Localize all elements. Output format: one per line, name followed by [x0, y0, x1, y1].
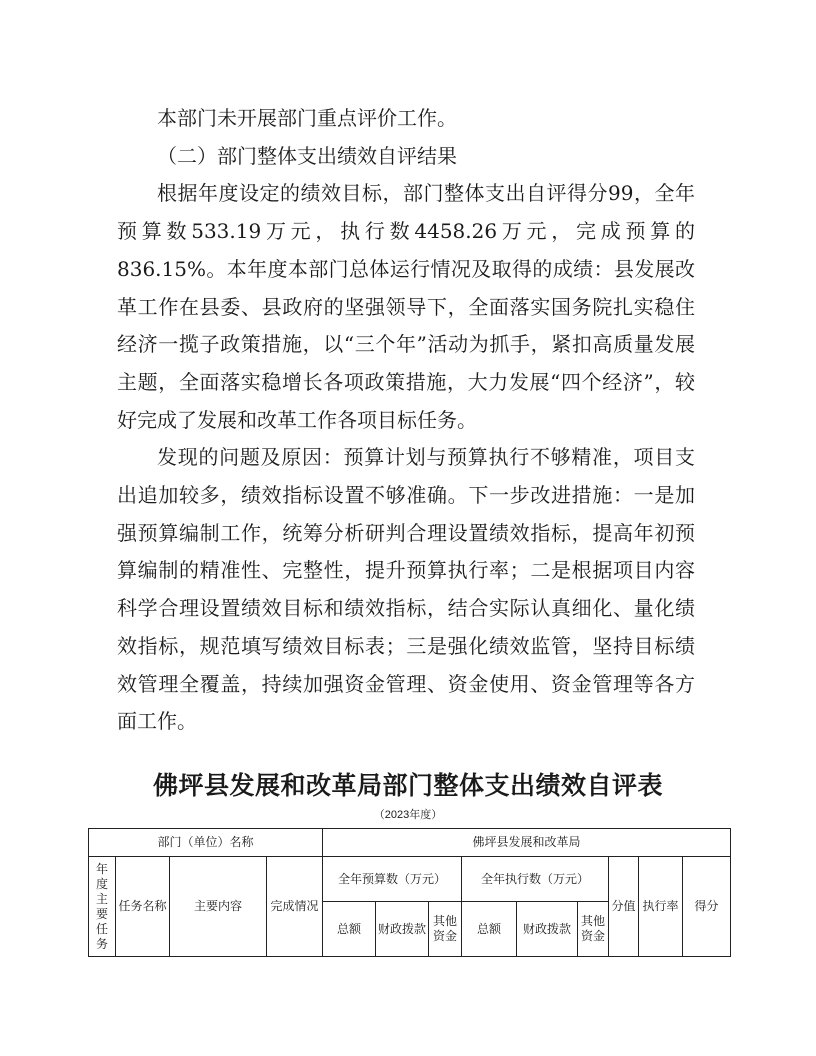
body-text [117, 100, 695, 741]
self-evaluation-table [88, 828, 731, 957]
result-paragraph: 根据年度设定的绩效目标，部门整体支出自评得分99，全年预算数533.19万元，执行数4458.26万元，完成预算的836.15%。本年度本部门总体运行情况及取得的成绩：县发展改革工作在县委、县政府的坚强领导下，全面落实国务院扎实稳住经济一揽子政策措施，以“三个年”活动为抓手，紧扣高质量发展主题，全面落实稳增长各项政策措施，大力发展“四个经济”，较好完成了发展和改革工作各项目标任务。 [117, 181, 695, 432]
problem-paragraph: 发现的问题及原因：预算计划与预算执行不够精准，项目支出追加较多，绩效指标设置不够准确。下一步改进措施：一是加强预算编制工作，统筹分析研判合理设置绩效指标，提高年初预算编制的精准性、完整性，提升预算执行率；二是根据项目内容科学合理设置绩效目标和绩效指标，结合实际认真细化、量化绩效指标，规范填写绩效目标表；三是强化绩效监管，坚持目标绩效管理全覆盖，持续加强资金管理、资金使用、资金管理等各方面工作。 [117, 445, 695, 734]
header-score-value: 分值 [609, 857, 639, 957]
header-budget-total: 总额 [323, 902, 376, 957]
header-exec-rate: 执行率 [639, 857, 683, 957]
header-exec-total: 总额 [462, 902, 517, 957]
table-row [89, 857, 731, 902]
header-exec-other: 其他资金 [578, 902, 609, 957]
header-exec-fiscal: 财政拨款 [517, 902, 578, 957]
header-annual-tasks: 年度主要任务 [89, 857, 116, 957]
table-year: （2023年度） [373, 809, 443, 821]
section-heading: （二）部门整体支出绩效自评结果 [157, 143, 457, 168]
header-budget-group: 全年预算数（万元） [323, 857, 462, 902]
header-score: 得分 [683, 857, 731, 957]
no-key-evaluation-line: 本部门未开展部门重点评价工作。 [157, 106, 457, 130]
dept-name-label: 部门（单位）名称 [89, 829, 323, 857]
table-row [89, 829, 731, 857]
header-exec-group: 全年执行数（万元） [462, 857, 609, 902]
header-main-content: 主要内容 [170, 857, 267, 957]
header-task-name: 任务名称 [116, 857, 170, 957]
header-budget-other: 其他资金 [429, 902, 462, 957]
header-completion: 完成情况 [267, 857, 323, 957]
table-title: 佛坪县发展和改革局部门整体支出绩效自评表 [152, 771, 663, 800]
dept-name-value: 佛坪县发展和改革局 [323, 829, 731, 857]
header-budget-fiscal: 财政拨款 [376, 902, 429, 957]
